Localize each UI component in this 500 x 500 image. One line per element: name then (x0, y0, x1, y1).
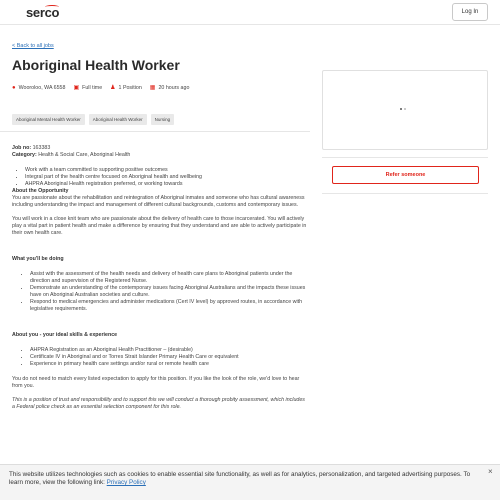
opportunity-heading: About the Opportunity (12, 188, 69, 194)
list-item: • Certificate IV in Aboriginal and or Torres Strait Islander Primary Health Care or equivalent (30, 354, 307, 361)
meta-posted (150, 85, 190, 91)
job-no-value: 163383 (32, 145, 51, 151)
trust-paragraph: This is a position of trust and responsibility and to support this we will conduct a thorough probity assessment, which includes a Federal police check as an essential selection component for this role. (12, 397, 305, 410)
list-item: • Assist with the assessment of the health needs and delivery of health care plans to Aboriginal patients under the direction and supervision of the Registered Nurse. (30, 271, 307, 285)
list-item: • Experience in primary health care settings and/or rural or remote health care (30, 361, 307, 368)
loading-dot (404, 108, 406, 110)
apply-widget (322, 70, 488, 150)
job-no-label: Job no: (12, 145, 32, 151)
list-item: • Integral part of the health centre focused on Aboriginal health and wellbeing (25, 174, 307, 181)
cookie-text: This website utilizes technologies such as cookies to enable essential site functionality, as well as for analytics, personalization, and targeted advertising purposes. To learn more, view the following link: (9, 471, 471, 486)
job-description (12, 145, 307, 411)
list-item: • AHPRA Registration as an Aboriginal Health Practitioner – (desirable) (30, 347, 307, 354)
logo-swoosh-icon (45, 5, 59, 9)
cookie-message (9, 471, 479, 487)
back-to-jobs-link[interactable]: < Back to all jobs (12, 43, 54, 49)
job-title: Aboriginal Health Worker (12, 57, 180, 73)
doing-heading: What you'll be doing (12, 256, 64, 262)
category-value: Health & Social Care, Aboriginal Health (38, 152, 131, 158)
meta-type (73, 85, 102, 91)
loading-indicator (400, 108, 408, 110)
skills-list (30, 347, 307, 368)
sidebar-divider (322, 193, 488, 194)
highlights-list (25, 167, 307, 188)
person-icon: ♟ (110, 85, 116, 91)
meta-location (12, 85, 65, 91)
job-tags (12, 114, 178, 125)
privacy-policy-link[interactable]: Privacy Policy (106, 479, 146, 486)
opportunity-paragraph-1: You are passionate about the rehabilitation and reintegration of Aboriginal inmates and someone who has cultural awareness including understanding the impact and management of different cultural backgrounds, customs and contemporary issues. (12, 195, 305, 208)
tag-item[interactable]: Aboriginal Mental Health Worker (12, 114, 85, 125)
list-item: • Work with a team committed to supporting positive outcomes (25, 167, 307, 174)
opportunity-paragraph-2: You will work in a close knit team who are passionate about the delivery of health care to those incarcerated. You will actively play a vital part in patient health and make a difference by ensuring that they understand and are able to actively participate in their own health care. (12, 216, 307, 236)
calendar-icon: ▣ (73, 85, 80, 91)
tag-item[interactable]: Nursing (151, 114, 175, 125)
posted-text: 20 hours ago (158, 85, 190, 91)
category-label: Category: (12, 152, 37, 158)
sidebar-divider (322, 157, 488, 158)
tag-item[interactable]: Aboriginal Health Worker (89, 114, 147, 125)
location-pin-icon: ● (12, 85, 16, 91)
list-item: • Demonstrate an understanding of the contemporary issues facing Aboriginal Australians and the impacts these issues have on Aboriginal Australian societies and culture. (30, 285, 307, 299)
positions-text: 1 Position (118, 85, 142, 91)
login-button[interactable]: Log In (452, 3, 488, 21)
list-item: • Respond to medical emergencies and administer medications (Cert IV level) by approved routes, in accordance with legislative requirements. (30, 299, 307, 313)
divider (0, 131, 310, 132)
close-icon[interactable]: × (488, 467, 493, 476)
clock-icon: ▦ (149, 85, 156, 91)
refer-someone-button[interactable]: Refer someone (332, 166, 479, 184)
category-line (12, 152, 307, 159)
meta-positions (110, 85, 142, 91)
skills-heading: About you - your ideal skills & experience (12, 332, 118, 338)
serco-logo[interactable]: serco (26, 5, 60, 20)
list-item: • AHPRA Aboriginal Health registration preferred, or working towards (25, 181, 307, 188)
loading-dot (400, 108, 402, 110)
job-number-line (12, 145, 307, 152)
location-text: Wooroloo, WA 6558 (18, 85, 66, 91)
cookie-banner (0, 464, 500, 500)
job-meta (12, 85, 197, 91)
work-type-text: Full time (82, 85, 103, 91)
skills-paragraph: You do not need to match every listed expectation to apply for this position. If you like the look of the role, we'd love to hear from you. (12, 376, 300, 389)
doing-list (30, 271, 307, 313)
top-bar (0, 0, 500, 25)
